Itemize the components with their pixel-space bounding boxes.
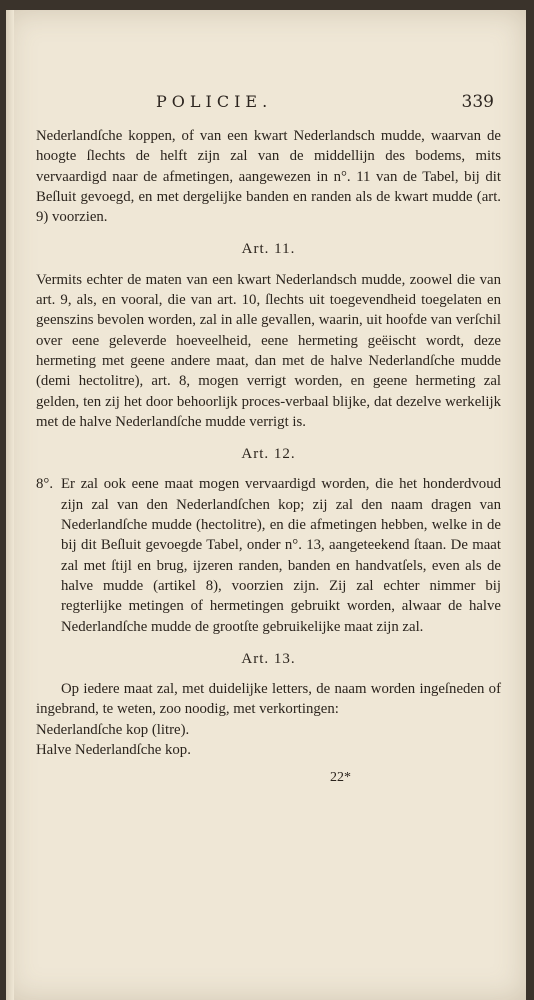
list-item: Halve Nederlandſche kop. [36,742,191,759]
running-head: POLICIE. [156,92,273,111]
page-text [36,126,501,789]
page-binding-edge [6,10,14,1000]
page-header [6,92,526,114]
signature-mark: 22* [330,770,351,786]
paragraph-art-12 [36,474,501,636]
article-12-heading: Art. 12. [241,446,296,463]
book-page [6,10,526,1000]
article-11-heading: Art. 11. [241,241,296,258]
paragraph-continuation: Nederlandſche koppen, of van een kwart Nederlandsch mudde, waarvan de hoogte ſlechts de helft zijn zal van de middellijn des bodems, mits vervaardigd naar de afmetingen, aangewezen in n°. 11 van de Tabel, bij dit Beſluit gevoegd, en met dergelijke banden en randen als de kwart mudde (art. 9) voorzien. [36,128,501,226]
article-13-heading: Art. 13. [241,650,296,667]
list-item: Nederlandſche kop (litre). [36,721,190,738]
paragraph-number: 8°. [36,476,54,493]
paragraph-art-11: Vermits echter de maten van een kwart Nederlandsch mudde, zoowel die van art. 9, als, en vooral, die van art. 10, ſlechts uit toegevendheid toegelaten en geenszins bevolen worden, zal in alle gevallen, waarin, uit hoofde van verſchil over eene geleverde hoeveelheid, eene hermeting geëischt wordt, deze hermeting met geene andere maat, dan met de halve Nederlandſche mudde (demi hectolitre), art. 8, mogen verrigt worden, en geene hermeting zal gelden, ten zij het door behoorlijk proces-verbaal blijke, dat dezelve werkelijk met de halve Nederlandſche mudde verrigt is. [36,271,501,430]
paragraph-art-13: Op iedere maat zal, met duidelijke letters, de naam worden ingeſneden of ingebrand, te weten, zoo noodig, met verkortingen: [36,681,501,718]
page-number: 339 [461,92,494,112]
paragraph-art-12-text: Er zal ook eene maat mogen vervaardigd worden, die het honderdvoud zijn zal van den Nederlandſchen kop; zij zal den naam dragen van Nederlandſche mudde (hectolitre), en die afmetingen hebben, welke in de bij dit Beſluit gevoegde Tabel, onder n°. 13, aangeteekend ſtaan. De maat zal met ſtijl en brug, ijzeren randen, banden en handvatſels, even als de halve mudde (artikel 8), voorzien zijn. Zij zal echter nimmer bij regterlijke metingen of hermetingen gebruikt worden, alwaar de halve Nederlandſche mudde de grootſte gebruikelijke maat zijn zal. [61,476,501,635]
